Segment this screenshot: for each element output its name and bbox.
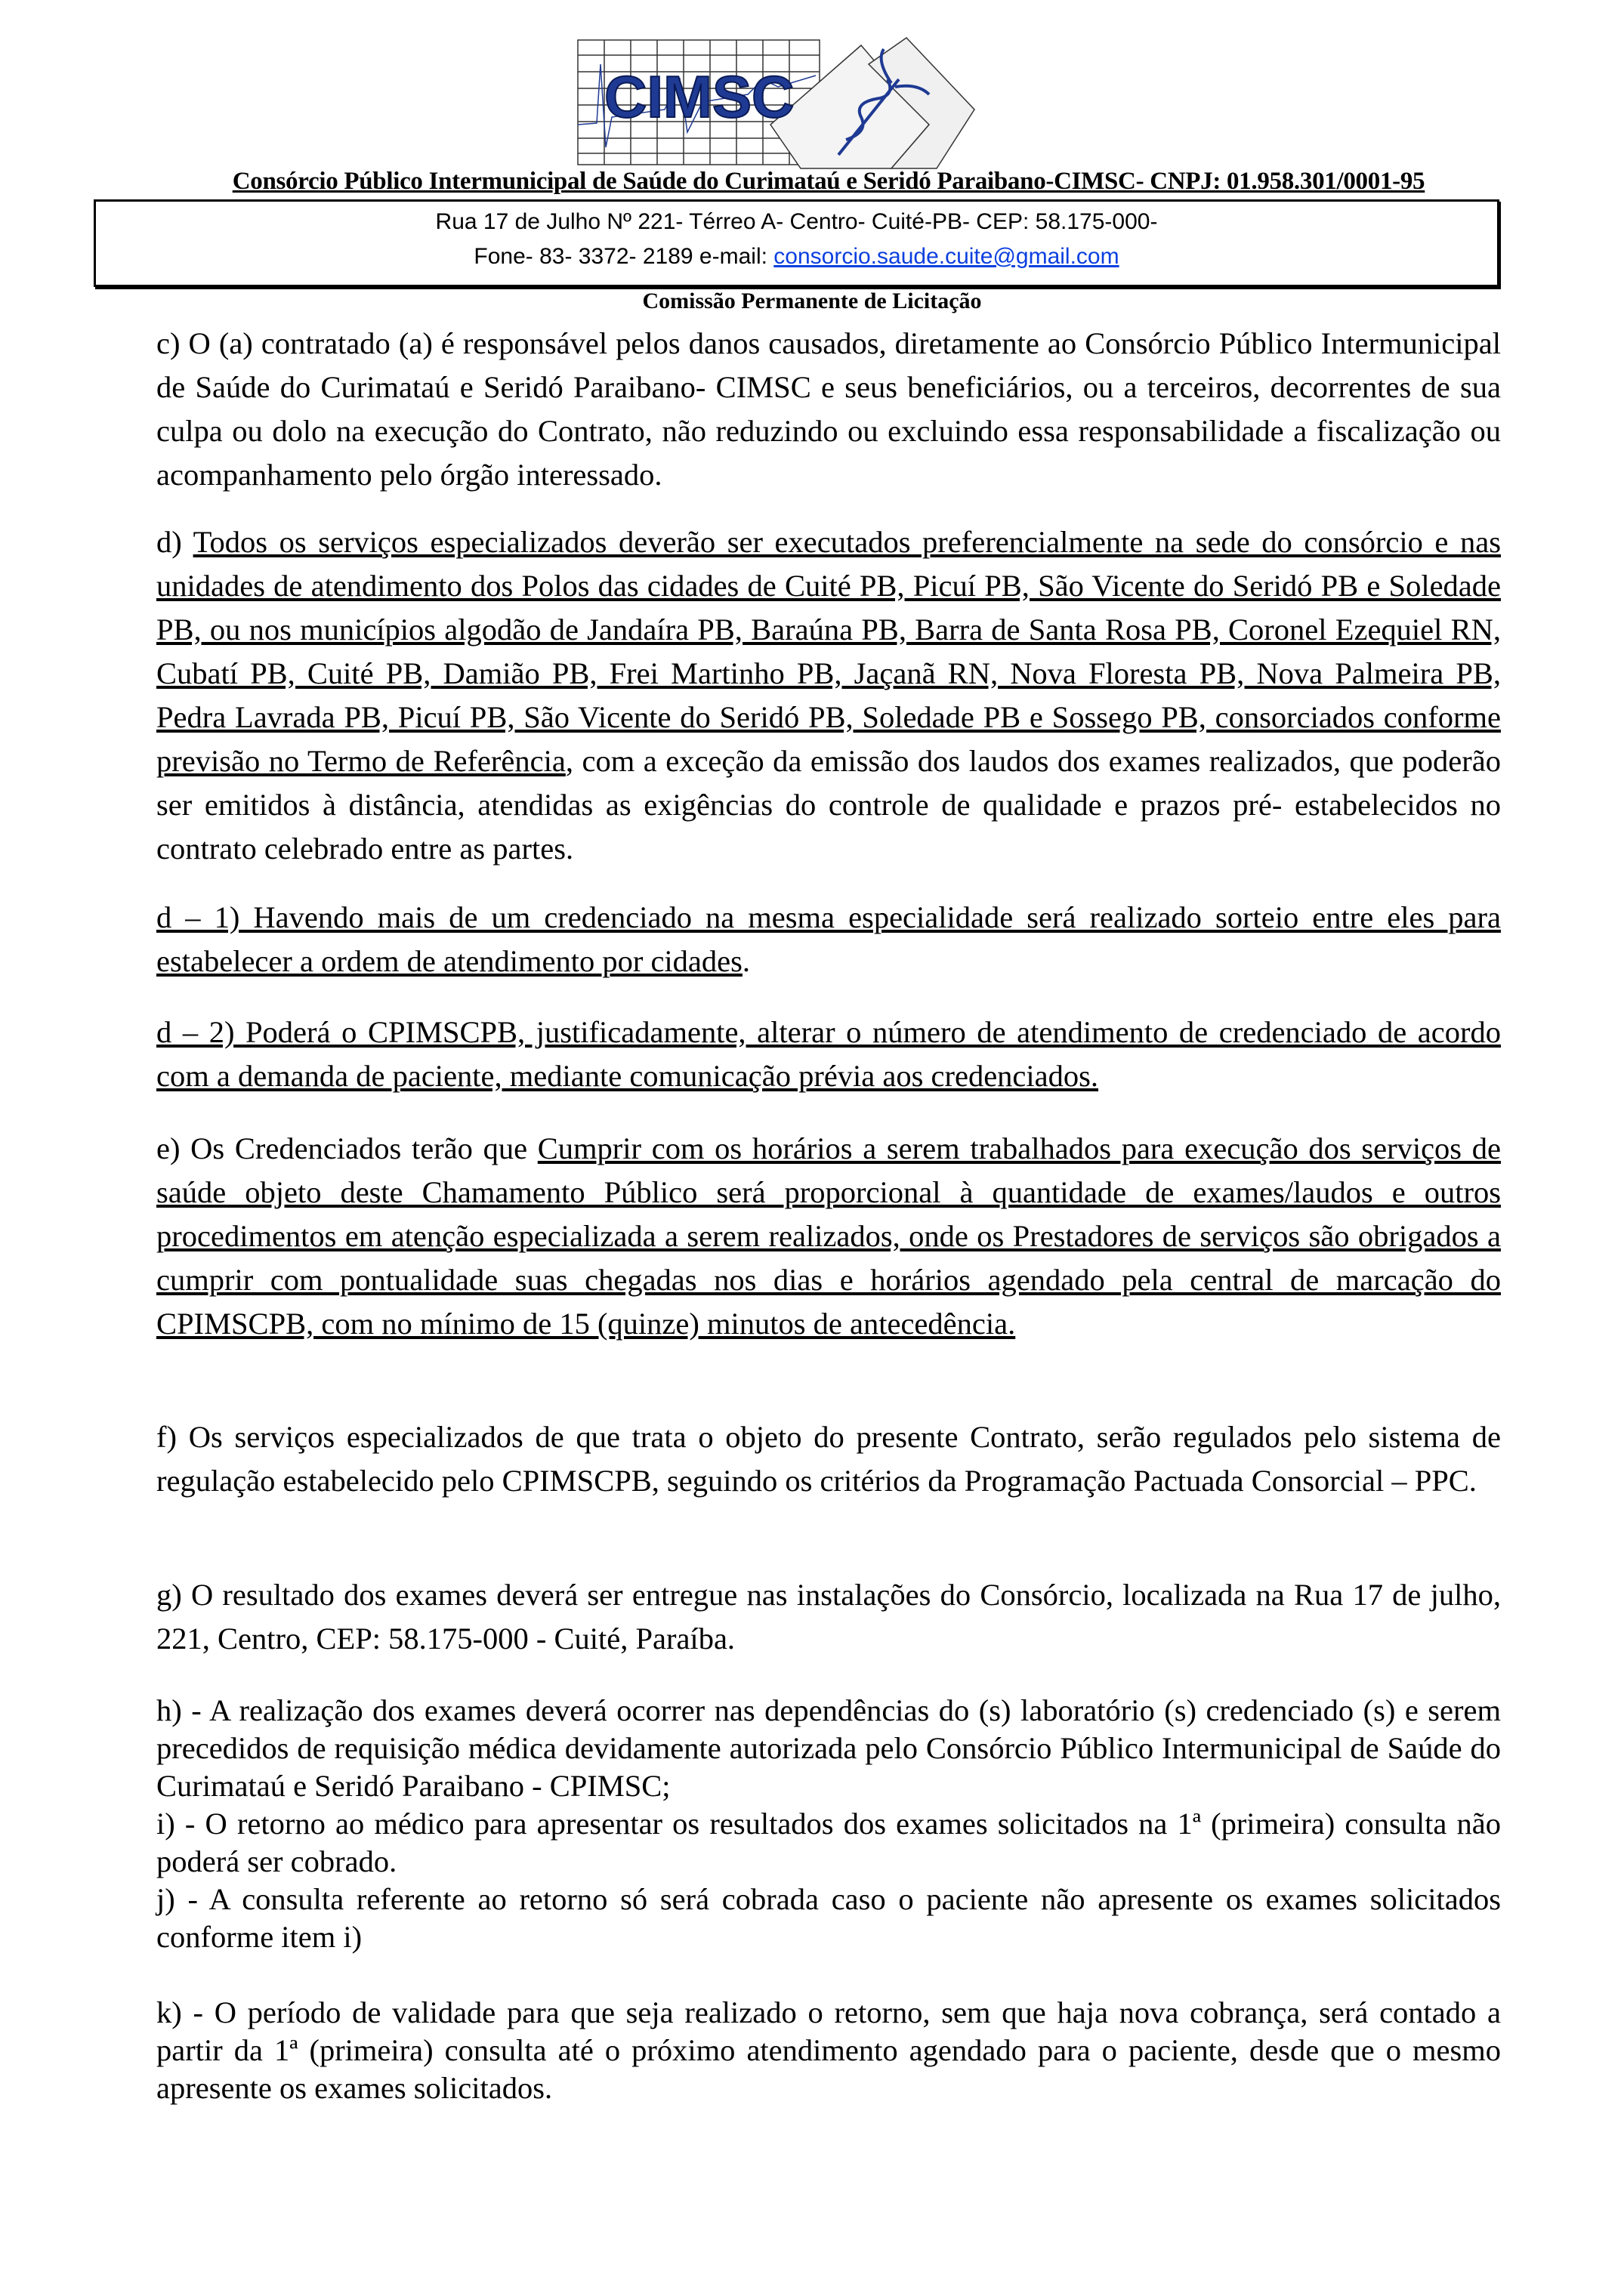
paragraph-j <box>156 1881 1501 1956</box>
paragraph-i <box>156 1805 1501 1881</box>
logo-text: CIMSC <box>604 63 795 130</box>
underlined-text: Todos os serviços especializados deverão ser executados preferencialmente na sede do consórcio e nas unidades de atendimento dos Polos das cidades de Cuité PB, Picuí PB, São Vicente do Seridó PB e Soledade PB, ou nos municípios algodão de Jandaíra PB, Baraúna PB, Barra de Santa Rosa PB, Coronel Ezequiel RN, Cubatí PB, Cuité PB, Damião PB, Frei Martinho PB, Jaçanã RN, Nova Floresta PB, Nova Palmeira PB, Pedra Lavrada PB, Picuí PB, São Vicente do Seridó PB, Soledade PB e Sossego PB, consorciados conforme previsão no Termo de Referência <box>156 525 1501 778</box>
text-segment: f) Os serviços especializados de que trata o objeto do presente Contrato, serão regulados pelo sistema de regulação estabelecido pelo CPIMSCPB, seguindo os critérios da Programação Pactuada Consorcial – PPC. <box>156 1420 1501 1498</box>
text-segment: , com a exceção da emissão dos laudos dos exames realizados, que poderão ser emitidos à distância, atendidas as exigências do controle de qualidade e prazos pré- estabelecidos no contrato celebrado entre as partes. <box>156 744 1501 866</box>
underlined-text: Cumprir com os horários a serem trabalhados para execução dos serviços de saúde objeto deste Chamamento Público será proporcional à quantidade de exames/laudos e outros procedimentos em atenção especializada a serem realizados, onde os Prestadores de serviços são obrigados a cumprir com pontualidade suas chegadas nos dias e horários agendado pela central de marcação do CPIMSCPB, com no mínimo de 15 (quinze) minutos de antecedência. <box>156 1131 1501 1341</box>
text-segment: k) - O período de validade para que seja realizado o retorno, sem que haja nova cobrança, será contado a partir da 1ª (primeira) consulta até o próximo atendimento agendado para o paciente, desde que o mesmo apresente os exames solicitados. <box>156 1995 1501 2105</box>
paragraph-d2 <box>156 1011 1501 1098</box>
text-segment: j) - A consulta referente ao retorno só será cobrada caso o paciente não apresente os exames solicitados conforme item i) <box>156 1882 1501 1954</box>
paragraph-k <box>156 1994 1501 2107</box>
text-segment: h) - A realização dos exames deverá ocorrer nas dependências do (s) laboratório (s) credenciado (s) e serem precedidos de requisição médica devidamente autorizada pelo Consórcio Público Intermunicipal de Saúde do Curimataú e Seridó Paraibano - CPIMSC; <box>156 1693 1501 1803</box>
paragraph-h <box>156 1692 1501 1805</box>
underlined-text: d – 1) Havendo mais de um credenciado na mesma especialidade será realizado sorteio entre eles para estabelecer a ordem de atendimento por cidades <box>156 900 1501 978</box>
organization-title: Consórcio Público Intermunicipal de Saúde do Curimataú e Seridó Paraibano-CIMSC- CNPJ: 01.958.301/0001-95 <box>232 168 1425 195</box>
text-segment: e) Os Credenciados terão que <box>156 1131 538 1165</box>
underlined-text: d – 2) Poderá o CPIMSCPB, justificadamente, alterar o número de atendimento de credenciado de acordo com a demanda de paciente, mediante comunicação prévia aos credenciados. <box>156 1015 1501 1093</box>
text-segment: g) O resultado dos exames deverá ser entregue nas instalações do Consórcio, localizada na Rua 17 de julho, 221, Centro, CEP: 58.175-000 - Cuité, Paraíba. <box>156 1578 1501 1656</box>
paragraph-f <box>156 1415 1501 1503</box>
phone-label: Fone- 83- 3372- 2189 e-mail: <box>474 244 774 269</box>
text-segment: i) - O retorno ao médico para apresentar os resultados dos exames solicitados na 1ª (primeira) consulta não poderá ser cobrado. <box>156 1807 1501 1878</box>
text-segment: d) <box>156 525 193 559</box>
paragraph-e <box>156 1127 1501 1346</box>
paragraph-c <box>156 322 1501 497</box>
text-segment: . <box>742 944 751 978</box>
contact-line <box>96 244 1497 270</box>
paragraph-d1 <box>156 896 1501 983</box>
paragraph-g <box>156 1573 1501 1661</box>
email-link[interactable]: consorcio.saude.cuite@gmail.com <box>773 244 1119 269</box>
commission-heading: Comissão Permanente de Licitação <box>642 289 982 313</box>
address: Rua 17 de Julho Nº 221- Térreo A- Centro- Cuité-PB- CEP: 58.175-000- <box>435 209 1158 234</box>
cimsc-logo <box>574 34 1088 170</box>
contact-box <box>94 199 1499 287</box>
paragraph-d <box>156 520 1501 871</box>
text-segment: c) O (a) contratado (a) é responsável pelos danos causados, diretamente ao Consórcio Público Intermunicipal de Saúde do Curimataú e Seridó Paraibano- CIMSC e seus beneficiários, ou a terceiros, decorrentes de sua culpa ou dolo na execução do Contrato, não reduzindo ou excluindo essa responsabilidade a fiscalização ou acompanhamento pelo órgão interessado. <box>156 326 1501 492</box>
